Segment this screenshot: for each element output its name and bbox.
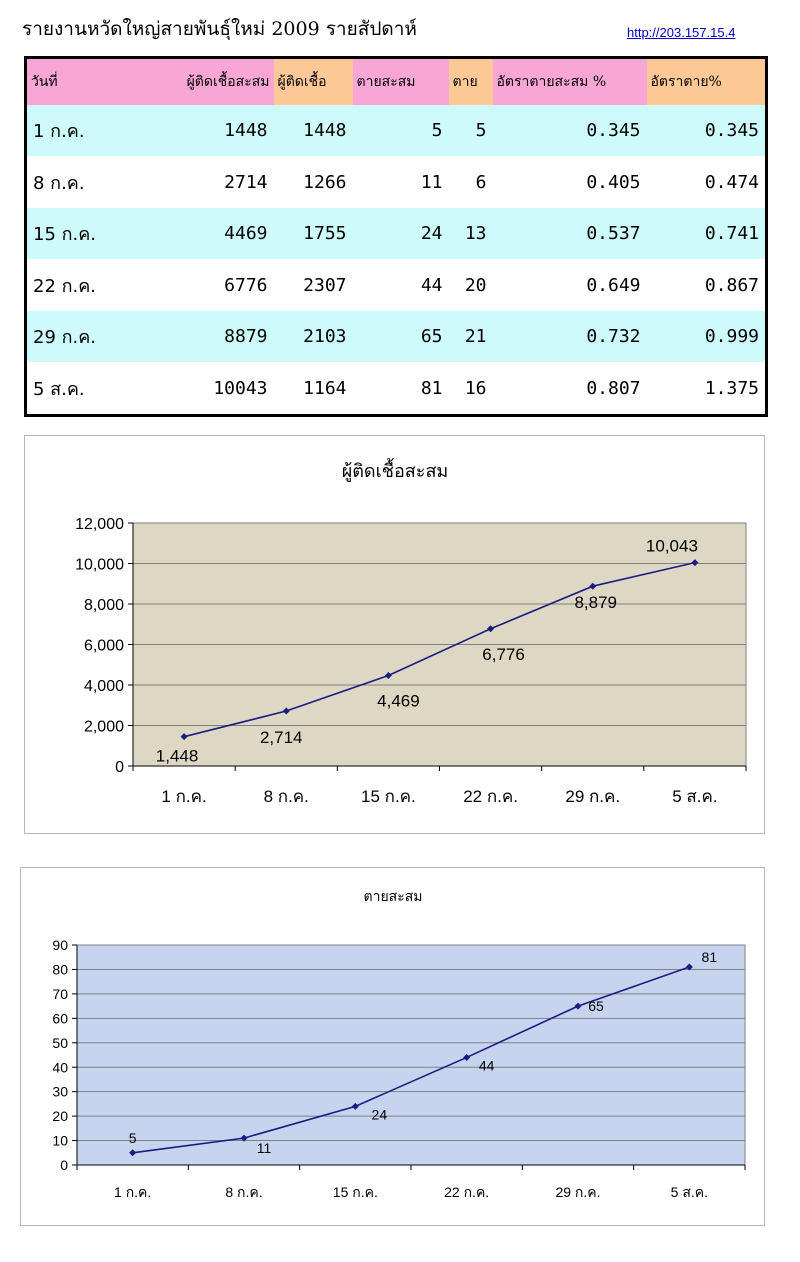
cell-date: 22 ก.ค. [26, 259, 110, 310]
col-header-cumulative-infected: ผู้ติดเชื้อสะสม [110, 58, 274, 106]
source-link[interactable]: http://203.157.15.4 [627, 25, 736, 40]
cell-cumulative-death-rate: 0.405 [493, 156, 647, 207]
cell-infected: 1266 [274, 156, 353, 207]
cell-cumulative-deaths: 5 [353, 105, 449, 156]
cell-date: 29 ก.ค. [26, 311, 110, 362]
col-header-cumulative-deaths: ตายสะสม [353, 58, 449, 106]
table-row [26, 311, 767, 362]
cell-deaths: 20 [449, 259, 493, 310]
x-tick-label: 1 ก.ค. [114, 1184, 152, 1200]
cell-date: 15 ก.ค. [26, 208, 110, 259]
data-label: 24 [371, 1106, 388, 1123]
table-row [26, 208, 767, 259]
x-tick-label: 5 ส.ค. [670, 1184, 709, 1200]
cell-cumulative-death-rate: 0.649 [493, 259, 647, 310]
cell-deaths: 6 [449, 156, 493, 207]
cell-deaths: 5 [449, 105, 493, 156]
y-tick-label: 12,000 [75, 515, 124, 533]
cumulative-infected-chart-svg [25, 436, 764, 833]
col-header-cumulative-death-rate: อัตราตายสะสม % [493, 58, 647, 106]
data-label: 1,448 [155, 746, 199, 766]
cell-death-rate: 0.474 [647, 156, 767, 207]
cell-cumulative-deaths: 65 [353, 311, 449, 362]
y-tick-label: 0 [60, 1157, 68, 1174]
y-tick-label: 4,000 [83, 677, 124, 695]
table-row [26, 259, 767, 310]
col-header-death-rate: อัตราตาย% [647, 58, 767, 106]
cell-death-rate: 1.375 [647, 362, 767, 415]
chart-title: ตายสะสม [363, 888, 423, 904]
cell-cumulative-infected: 4469 [110, 208, 274, 259]
y-tick-label: 20 [52, 1108, 68, 1125]
cell-cumulative-infected: 8879 [110, 311, 274, 362]
plot-area [77, 945, 745, 1165]
y-tick-label: 40 [52, 1059, 68, 1076]
cell-death-rate: 0.741 [647, 208, 767, 259]
table-row [26, 105, 767, 156]
cell-cumulative-death-rate: 0.537 [493, 208, 647, 259]
cell-cumulative-death-rate: 0.345 [493, 105, 647, 156]
data-label: 81 [701, 949, 718, 965]
data-label: 4,469 [377, 691, 420, 711]
y-tick-label: 10,000 [75, 556, 124, 574]
cell-infected: 1755 [274, 208, 353, 259]
data-label: 44 [478, 1057, 495, 1074]
cell-cumulative-infected: 6776 [110, 259, 274, 310]
cell-death-rate: 0.867 [647, 259, 767, 310]
weekly-report-table [24, 56, 768, 417]
x-tick-label: 15 ก.ค. [361, 787, 416, 806]
cell-infected: 1448 [274, 105, 353, 156]
data-label: 10,043 [645, 536, 698, 556]
cell-date: 8 ก.ค. [26, 156, 110, 207]
cell-date: 5 ส.ค. [26, 362, 110, 415]
cell-death-rate: 0.999 [647, 311, 767, 362]
y-tick-label: 90 [52, 937, 68, 954]
x-tick-label: 8 ก.ค. [263, 787, 309, 806]
x-tick-label: 5 ส.ค. [672, 787, 718, 806]
x-tick-label: 8 ก.ค. [225, 1184, 263, 1200]
cell-deaths: 16 [449, 362, 493, 415]
x-tick-label: 22 ก.ค. [463, 787, 518, 806]
x-tick-label: 29 ก.ค. [565, 787, 621, 806]
table-row [26, 362, 767, 415]
cell-cumulative-deaths: 44 [353, 259, 449, 310]
data-label: 8,879 [574, 593, 618, 613]
cell-date: 1 ก.ค. [26, 105, 110, 156]
y-tick-label: 30 [52, 1083, 68, 1100]
x-tick-label: 15 ก.ค. [332, 1184, 378, 1200]
cell-death-rate: 0.345 [647, 105, 767, 156]
cell-cumulative-infected: 10043 [110, 362, 274, 415]
cumulative-deaths-chart-svg [21, 868, 764, 1225]
cell-cumulative-death-rate: 0.807 [493, 362, 647, 415]
y-tick-label: 2,000 [83, 718, 124, 736]
cumulative-deaths-chart [20, 867, 765, 1226]
cell-cumulative-deaths: 81 [353, 362, 449, 415]
y-tick-label: 50 [52, 1034, 68, 1051]
table-header-row [26, 58, 767, 106]
data-label: 5 [128, 1129, 137, 1146]
y-tick-label: 80 [52, 961, 68, 978]
cell-cumulative-deaths: 24 [353, 208, 449, 259]
cumulative-infected-chart [24, 435, 765, 834]
data-label: 2,714 [259, 728, 303, 748]
data-label: 6,776 [482, 644, 525, 664]
cell-cumulative-deaths: 11 [353, 156, 449, 207]
y-tick-label: 0 [115, 758, 124, 776]
y-tick-label: 70 [52, 985, 68, 1002]
col-header-date: วันที่ [26, 58, 110, 106]
cell-deaths: 13 [449, 208, 493, 259]
table-row [26, 156, 767, 207]
col-header-infected: ผู้ติดเชื้อ [274, 58, 353, 106]
cell-deaths: 21 [449, 311, 493, 362]
col-header-deaths: ตาย [449, 58, 493, 106]
chart-title: ผู้ติดเชื้อสะสม [341, 461, 449, 481]
data-label: 11 [256, 1140, 272, 1157]
cell-cumulative-infected: 2714 [110, 156, 274, 207]
cell-infected: 2307 [274, 259, 353, 310]
x-tick-label: 22 ก.ค. [444, 1184, 490, 1200]
page-title: รายงานหวัดใหญ่สายพันธุ์ใหม่ 2009 รายสัปดาห์ [22, 18, 417, 40]
cell-infected: 2103 [274, 311, 353, 362]
x-tick-label: 1 ก.ค. [161, 787, 207, 806]
cell-cumulative-infected: 1448 [110, 105, 274, 156]
y-tick-label: 8,000 [83, 596, 124, 614]
x-tick-label: 29 ก.ค. [555, 1184, 601, 1200]
cell-cumulative-death-rate: 0.732 [493, 311, 647, 362]
y-tick-label: 6,000 [83, 637, 124, 655]
y-tick-label: 60 [52, 1010, 68, 1027]
y-tick-label: 10 [52, 1132, 68, 1149]
cell-infected: 1164 [274, 362, 353, 415]
data-label: 65 [588, 998, 604, 1015]
